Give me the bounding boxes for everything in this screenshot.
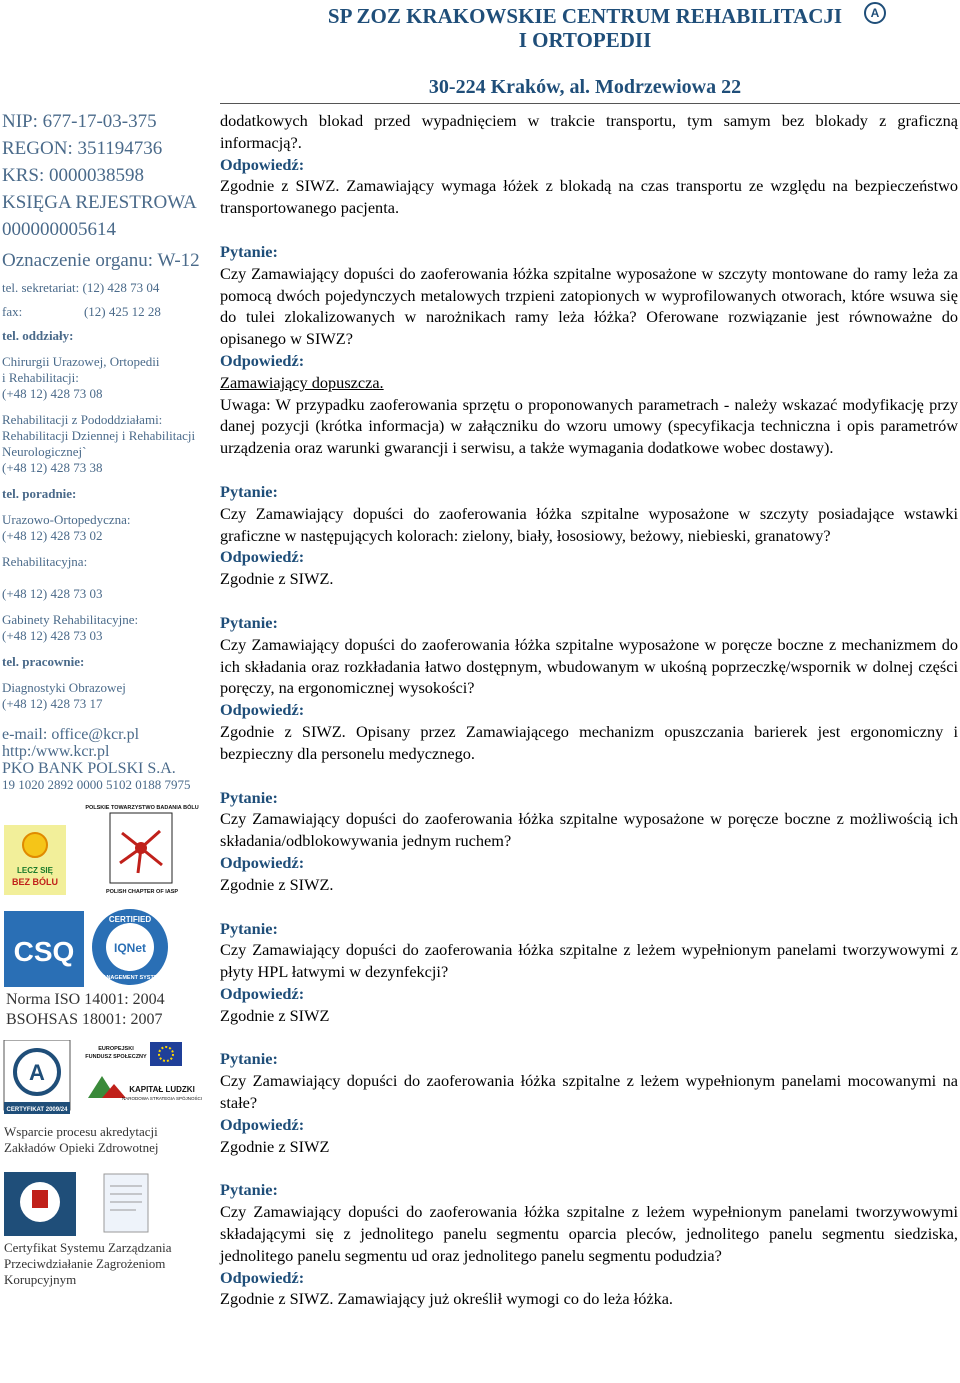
intro-block xyxy=(220,110,958,219)
lab1-name: Diagnostyki Obrazowej xyxy=(2,680,126,695)
anti-corruption-logo-box xyxy=(2,1170,208,1240)
bank-account: 19 1020 2892 0000 5102 0188 7975 xyxy=(2,777,191,792)
logo-iqnet: IQNet xyxy=(113,941,147,955)
clinic2-phone: (+48 12) 428 73 03 xyxy=(2,586,103,601)
pain-logos xyxy=(2,803,208,903)
question-label: Pytanie: xyxy=(220,612,278,632)
support-line2: Zakładów Opieki Zdrowotnej xyxy=(4,1140,159,1155)
ward1-phone: (+48 12) 428 73 08 xyxy=(2,386,103,401)
qa-item-7 xyxy=(220,1179,958,1310)
website-link[interactable]: http:/www.kcr.pl xyxy=(2,743,110,760)
question-text: Czy Zamawiający dopuści do zaoferowania łóżka szpitalne wyposażone w poręcze boczne z możliwością ich składania/odblokowywania jednym ruchem? xyxy=(220,809,958,851)
ward2-line1: Rehabilitacji z Pododdziałami: xyxy=(2,412,163,427)
wards-heading: tel. oddziały: xyxy=(2,328,74,343)
iso-norm: Norma ISO 14001: 2004 xyxy=(6,991,165,1008)
regon: REGON: 351194736 xyxy=(2,138,163,159)
certification-logos xyxy=(2,905,208,991)
eu-funding-logos xyxy=(2,1040,202,1124)
answer-text: Zamawiający dopuszcza. xyxy=(220,372,384,392)
answer-label: Odpowiedź: xyxy=(220,852,305,872)
qa-item-4 xyxy=(220,787,958,896)
logo-ptbb-bottom: POLISH CHAPTER OF IASP xyxy=(105,889,179,895)
question-label: Pytanie: xyxy=(220,1049,278,1069)
qa-item-2 xyxy=(220,481,958,590)
pain-society-logos xyxy=(2,803,202,903)
labs-heading: tel. pracownie: xyxy=(2,654,85,669)
clinic1-name: Urazowo-Ortopedyczna: xyxy=(2,512,131,527)
answer-text: Zgodnie z SIWZ. Opisany przez Zamawiającego mechanizm opuszczania barierek jest ergonomiczny i bezpieczny dla personelu medycznego. xyxy=(220,721,958,763)
qa-item-6 xyxy=(220,1048,958,1157)
question-label: Pytanie: xyxy=(220,918,278,938)
nip: NIP: 677-17-03-375 xyxy=(2,111,157,132)
krs: KRS: 0000038598 xyxy=(2,165,144,186)
lab1-phone: (+48 12) 428 73 17 xyxy=(2,696,103,711)
answer-label: Odpowiedź: xyxy=(220,700,305,720)
support-line1: Wsparcie procesu akredytacji xyxy=(4,1124,158,1139)
sidebar xyxy=(2,108,208,1288)
answer-label: Odpowiedź: xyxy=(220,547,305,567)
answer-label: Odpowiedź: xyxy=(220,1114,305,1134)
question-text: Czy Zamawiający dopuści do zaoferowania łóżka szpitalne wyposażone w poręcze boczne z mechanizmem do ich składania oraz rozkładania łatwo dostępnym, wbudowanym w ukośną poprzeczkę/wspornik w dolnej części poręczy, na ergonomicznej wysokości? xyxy=(220,634,958,698)
answer-label: Odpowiedź: xyxy=(220,350,305,370)
institution-address: 30-224 Kraków, al. Modrzewiowa 22 xyxy=(428,76,742,98)
clinics-heading: tel. poradnie: xyxy=(2,486,77,501)
logo-efs-line1: EUROPEJSKI xyxy=(98,1046,134,1052)
question-text: Czy Zamawiający dopuści do zaoferowania łóżka szpitalne wyposażone w szczyty montowane do ramy leża za pomocą dwóch pojedynczych metalowych trzpieni zatopionych w wyprofilowanych otworach, które wsuwa się do tulei zlokalizowanych w narożnikach ramy leża łóżka? Oferowane rozwiązanie jest równoważne do opisanego w SIWZ? xyxy=(220,263,958,349)
answer-text: Zgodnie z SIWZ xyxy=(220,1005,330,1025)
email-link[interactable]: e-mail: office@kcr.pl xyxy=(2,726,140,743)
smiley-icon xyxy=(23,833,47,857)
page-header xyxy=(210,0,960,106)
question-label: Pytanie: xyxy=(220,787,278,807)
intro-question-continuation: dodatkowych blokad przed wypadnięciem w trakcie transportu, tym samym bez blokady z graficzną informacją?. xyxy=(220,111,958,152)
secretariat-phone: tel. sekretariat: (12) 428 73 04 xyxy=(2,280,160,295)
ksiega-number: 000000005614 xyxy=(2,219,116,240)
question-label: Pytanie: xyxy=(220,1180,278,1200)
csq-iqnet-logos xyxy=(2,905,202,991)
question-text: Czy Zamawiający dopuści do zaoferowania łóżka szpitalne z leżem wypełnionym panelami tworzywowymi z płyty HPL łatwymi w dezynfekcji? xyxy=(220,940,958,982)
answer-text: Zgodnie z SIWZ. Zamawiający już określił wymogi co do leża łóżka. xyxy=(220,1289,674,1309)
answer-note: Uwaga: W przypadku zaoferowania sprzętu o proponowanych parametrach - należy wskazać modyfikację przy danej pozycji (krótka informacja) w załączniku do wzoru umowy (specyfikacja techniczna i opis parametrów urządzenia oraz warunki gwarancji i serwisu, a także wymagania dodatkowe wobec dostawy). xyxy=(220,394,958,458)
answer-text: Zgodnie z SIWZ xyxy=(220,1136,330,1156)
ward1-line1: Chirurgii Urazowej, Ortopedii xyxy=(2,354,160,369)
institution-title-line2: I ORTOPEDII xyxy=(518,28,652,52)
header-divider xyxy=(220,103,960,104)
logo-efs-line2: FUNDUSZ SPOŁECZNY xyxy=(85,1054,147,1060)
ward2-phone: (+48 12) 428 73 38 xyxy=(2,460,103,475)
clinic2-name: Rehabilitacyjna: xyxy=(2,554,88,569)
funding-logos xyxy=(2,1040,208,1124)
fax-number: fax: (12) 425 12 28 xyxy=(2,304,161,319)
question-text: Czy Zamawiający dopuści do zaoferowania łóżka szpitalne z leżem wypełnionym panelami mocowanymi na stałe? xyxy=(220,1071,958,1113)
eu-flag-icon xyxy=(150,1042,182,1066)
answer-text: Zgodnie z SIWZ. xyxy=(220,874,334,894)
answer-text: Zgodnie z SIWZ. xyxy=(220,569,334,589)
cert-line2: Przeciwdziałanie Zagrożeniom xyxy=(4,1256,166,1271)
bank-name: PKO BANK POLSKI S.A. xyxy=(2,760,176,777)
institution-title-line1: SP ZOZ KRAKOWSKIE CENTRUM REHABILITACJI xyxy=(327,4,843,28)
document-body xyxy=(220,110,958,1310)
answer-label: Odpowiedź: xyxy=(220,983,305,1003)
ward2-line2: Rehabilitacji Dziennej i Rehabilitacji xyxy=(2,428,196,443)
question-text: Czy Zamawiający dopuści do zaoferowania łóżka szpitalne wyposażone w szczyty posiadające wstawki graficzne w następujących kolorach: zielony, biały, łososiowy, beżowy, niebieski, granatowy? xyxy=(220,503,958,545)
logo-kl-line2: NARODOWA STRATEGIA SPÓJNOŚCI xyxy=(121,1096,202,1101)
logo-kl-line1: KAPITAŁ LUDZKI xyxy=(129,1085,195,1094)
qa-item-1 xyxy=(220,241,958,459)
clinic1-phone: (+48 12) 428 73 02 xyxy=(2,528,103,543)
ward2-line3: Neurologicznej` xyxy=(2,444,87,459)
clinic3-name: Gabinety Rehabilitacyjne: xyxy=(2,612,139,627)
cert-line3: Korupcyjnym xyxy=(4,1272,77,1287)
question-label: Pytanie: xyxy=(220,241,278,261)
intro-answer: Zgodnie z SIWZ. Zamawiający wymaga łóżek z blokadą na czas transportu ze względu na bezpieczeństwo transportowanego pacjenta. xyxy=(220,176,958,218)
logo-lecz-top: LECZ SIĘ xyxy=(16,866,54,875)
qa-item-3 xyxy=(220,612,958,765)
answer-label: Odpowiedź: xyxy=(220,1267,305,1287)
svg-text:A: A xyxy=(29,1060,45,1085)
ksiega-label: KSIĘGA REJESTROWA xyxy=(2,192,197,213)
clinic3-phone: (+48 12) 428 73 03 xyxy=(2,628,103,643)
certificate-document-icon xyxy=(104,1174,148,1232)
polish-eagle-icon xyxy=(32,1190,48,1208)
qa-item-5 xyxy=(220,918,958,1027)
logo-csq: CSQ xyxy=(13,936,75,967)
logo-mgmt: MANAGEMENT SYSTEM xyxy=(97,975,163,981)
answer-label: Odpowiedź: xyxy=(220,154,305,174)
logo-ptbb-top: POLSKIE TOWARZYSTWO BADANIA BÓLU xyxy=(85,805,199,811)
ward1-line2: i Rehabilitacji: xyxy=(2,370,79,385)
question-label: Pytanie: xyxy=(220,481,278,501)
logo-cert2009: CERTYFIKAT 2009/24 xyxy=(6,1107,68,1113)
logo-lecz-bottom: BEZ BÓLU xyxy=(12,877,58,887)
organ-designation: Oznaczenie organu: W-12 xyxy=(2,250,200,271)
accreditation-logo-icon: A xyxy=(864,2,886,24)
question-text: Czy Zamawiający dopuści do zaoferowania łóżka szpitalne z leżem wypełnionym panelami tworzywowymi składającymi się z jednolitego panelu segmentu oparcia pleców, jednolitego panelu segmentu siedziska, jednolitego panelu segmentu ud oraz jednolitego panelu segmentu podudzia? xyxy=(220,1202,958,1265)
cert-line1: Certyfikat Systemu Zarządzania xyxy=(4,1240,172,1255)
bsohsas-norm: BSOHSAS 18001: 2007 xyxy=(6,1011,163,1028)
anti-corruption-cert-logo xyxy=(2,1170,202,1240)
logo-certified: CERTIFIED xyxy=(108,915,152,924)
